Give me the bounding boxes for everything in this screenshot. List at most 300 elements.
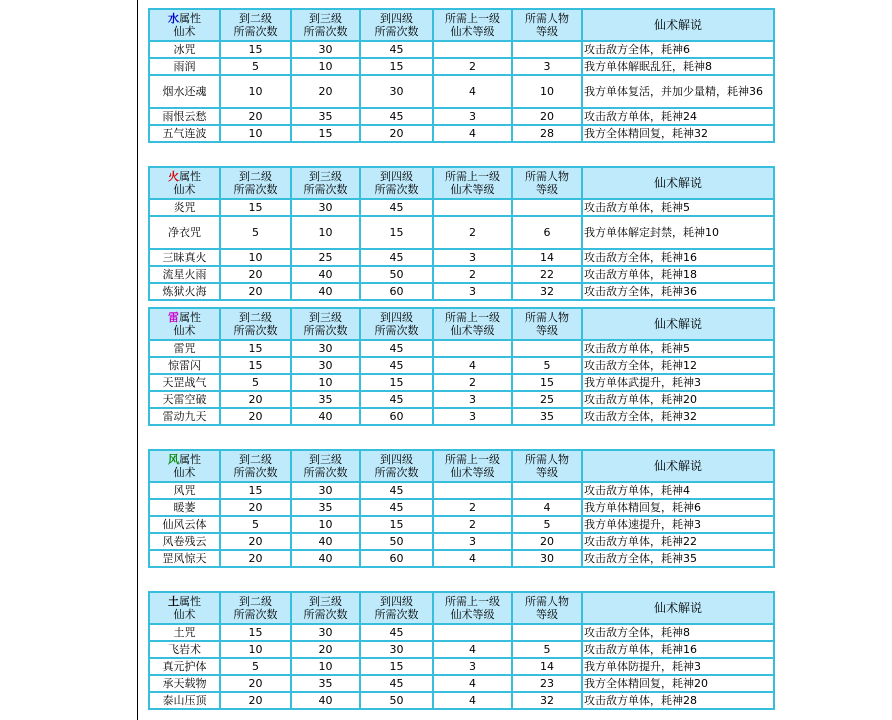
lv3-count: 10 [291,516,360,533]
char-level: 3 [512,58,582,75]
attribute-sub: 仙术 [173,608,196,621]
table-row [149,199,774,216]
table-row [149,391,774,408]
lv4-count: 30 [360,75,433,108]
header-prev-level-line2: 仙术等级 [450,25,495,38]
prev-level: 3 [433,283,512,300]
table-header-row [149,592,774,624]
spell-description: 攻击敌方单体，耗神5 [582,199,774,216]
header-lv4 [360,450,433,482]
lv4-count: 60 [360,283,433,300]
lv4-count: 45 [360,199,433,216]
header-prev-level [433,592,512,624]
char-level [512,199,582,216]
spell-table-thunder [148,307,775,426]
header-lv4-line2: 所需次数 [374,183,419,196]
spell-name: 冰咒 [149,41,220,58]
table-row [149,283,774,300]
header-prev-level [433,9,512,41]
lv3-count: 10 [291,216,360,249]
header-char-level [512,592,582,624]
table-row [149,516,774,533]
header-lv2-line1: 到二级 [239,12,272,25]
header-lv3-line1: 到三级 [309,311,342,324]
prev-level: 3 [433,249,512,266]
lv2-count: 20 [220,108,291,125]
prev-level [433,482,512,499]
char-level: 20 [512,533,582,550]
header-lv3 [291,167,360,199]
header-description: 仙术解说 [582,592,774,624]
lv4-count: 50 [360,266,433,283]
header-lv2-line1: 到二级 [239,170,272,183]
header-prev-level-line2: 仙术等级 [450,183,495,196]
lv2-count: 10 [220,125,291,142]
header-description: 仙术解说 [582,308,774,340]
header-lv4-line2: 所需次数 [374,466,419,479]
header-char-level-line1: 所需人物 [525,595,569,608]
lv2-count: 5 [220,516,291,533]
lv3-count: 30 [291,357,360,374]
char-level: 35 [512,408,582,425]
header-lv3 [291,308,360,340]
lv2-count: 20 [220,675,291,692]
page-left-rule [137,0,138,720]
char-level: 15 [512,374,582,391]
header-prev-level-line2: 仙术等级 [450,324,495,337]
element-label: 水 [168,12,179,25]
lv4-count: 60 [360,550,433,567]
spell-name: 雷动九天 [149,408,220,425]
attribute-suffix: 属性 [179,311,201,324]
header-prev-level-line1: 所需上一级 [445,311,500,324]
header-lv4-line1: 到四级 [380,453,413,466]
spell-description: 我方全体精回复，耗神20 [582,675,774,692]
spell-description: 攻击敌方单体，耗神16 [582,641,774,658]
lv2-count: 5 [220,58,291,75]
prev-level: 2 [433,374,512,391]
spell-description: 我方单体复活，并加少量精，耗神36 [582,75,774,108]
spell-name: 承天载物 [149,675,220,692]
table-header-row [149,9,774,41]
prev-level [433,199,512,216]
header-lv4 [360,592,433,624]
header-prev-level-line1: 所需上一级 [445,453,500,466]
lv2-count: 10 [220,249,291,266]
spell-description: 我方单体速提升，耗神3 [582,516,774,533]
lv2-count: 20 [220,533,291,550]
header-lv2-line1: 到二级 [239,453,272,466]
lv2-count: 5 [220,658,291,675]
lv4-count: 15 [360,516,433,533]
char-level: 14 [512,658,582,675]
attribute-sub: 仙术 [173,466,196,479]
lv4-count: 15 [360,216,433,249]
lv4-count: 45 [360,249,433,266]
header-lv3-line2: 所需次数 [303,324,348,337]
table-row [149,658,774,675]
header-lv2-line2: 所需次数 [233,183,278,196]
char-level: 10 [512,75,582,108]
lv2-count: 20 [220,499,291,516]
header-lv3-line1: 到三级 [309,170,342,183]
header-char-level [512,167,582,199]
char-level: 25 [512,391,582,408]
lv4-count: 45 [360,482,433,499]
lv2-count: 15 [220,357,291,374]
lv2-count: 20 [220,391,291,408]
header-char-level-line2: 等级 [536,466,558,479]
spell-name: 流星火雨 [149,266,220,283]
spell-description: 攻击敌方单体，耗神18 [582,266,774,283]
lv2-count: 5 [220,374,291,391]
lv3-count: 30 [291,340,360,357]
lv3-count: 30 [291,482,360,499]
lv3-count: 35 [291,675,360,692]
header-lv2 [220,450,291,482]
prev-level: 3 [433,658,512,675]
char-level [512,41,582,58]
table-row [149,550,774,567]
prev-level [433,340,512,357]
lv3-count: 35 [291,499,360,516]
header-lv4-line1: 到四级 [380,595,413,608]
table-header-row [149,450,774,482]
header-lv3-line2: 所需次数 [303,25,348,38]
lv3-count: 40 [291,692,360,709]
lv3-count: 30 [291,41,360,58]
header-attribute [149,9,220,41]
prev-level: 2 [433,266,512,283]
table-row [149,374,774,391]
lv3-count: 25 [291,249,360,266]
lv3-count: 15 [291,125,360,142]
char-level: 14 [512,249,582,266]
spell-description: 攻击敌方全体，耗神35 [582,550,774,567]
spell-description: 攻击敌方单体，耗神28 [582,692,774,709]
lv2-count: 15 [220,624,291,641]
attribute-suffix: 属性 [179,595,201,608]
spell-description: 攻击敌方单体，耗神4 [582,482,774,499]
lv3-count: 40 [291,408,360,425]
header-char-level-line1: 所需人物 [525,170,569,183]
header-char-level-line1: 所需人物 [525,311,569,324]
lv2-count: 10 [220,75,291,108]
attribute-suffix: 属性 [179,170,201,183]
lv4-count: 50 [360,692,433,709]
header-char-level-line2: 等级 [536,608,558,621]
header-lv3 [291,592,360,624]
spell-name: 炎咒 [149,199,220,216]
char-level: 30 [512,550,582,567]
attribute-sub: 仙术 [173,324,196,337]
lv4-count: 15 [360,374,433,391]
lv4-count: 45 [360,624,433,641]
header-description: 仙术解说 [582,450,774,482]
prev-level: 2 [433,516,512,533]
spell-description: 攻击敌方全体，耗神12 [582,357,774,374]
spell-name: 烟水还魂 [149,75,220,108]
header-lv4 [360,9,433,41]
spell-description: 攻击敌方全体，耗神16 [582,249,774,266]
lv4-count: 45 [360,340,433,357]
lv3-count: 40 [291,550,360,567]
header-lv2 [220,308,291,340]
table-row [149,41,774,58]
spell-description: 我方单体精回复，耗神6 [582,499,774,516]
char-level: 4 [512,499,582,516]
header-prev-level-line1: 所需上一级 [445,170,500,183]
prev-level: 4 [433,641,512,658]
attribute-suffix: 属性 [179,12,201,25]
header-lv3 [291,9,360,41]
char-level: 6 [512,216,582,249]
table-row [149,408,774,425]
element-label: 风 [168,453,179,466]
lv3-count: 35 [291,391,360,408]
prev-level: 4 [433,75,512,108]
lv3-count: 40 [291,266,360,283]
header-lv2 [220,592,291,624]
table-row [149,499,774,516]
table-row [149,216,774,249]
spell-name: 泰山压顶 [149,692,220,709]
spell-name: 三昧真火 [149,249,220,266]
spell-name: 暖萎 [149,499,220,516]
spell-table-water [148,8,775,143]
lv4-count: 45 [360,108,433,125]
lv2-count: 20 [220,408,291,425]
lv4-count: 60 [360,408,433,425]
lv4-count: 20 [360,125,433,142]
spell-description: 攻击敌方全体，耗神32 [582,408,774,425]
spell-name: 五气连波 [149,125,220,142]
header-char-level-line2: 等级 [536,183,558,196]
spell-description: 攻击敌方单体，耗神24 [582,108,774,125]
lv4-count: 15 [360,58,433,75]
lv3-count: 10 [291,58,360,75]
element-label: 土 [168,595,179,608]
prev-level: 4 [433,675,512,692]
header-lv3-line1: 到三级 [309,595,342,608]
spell-name: 惊雷闪 [149,357,220,374]
prev-level: 3 [433,108,512,125]
lv2-count: 15 [220,482,291,499]
table-row [149,249,774,266]
spell-name: 雷咒 [149,340,220,357]
char-level: 5 [512,516,582,533]
header-lv2-line2: 所需次数 [233,466,278,479]
spell-description: 攻击敌方全体，耗神6 [582,41,774,58]
lv4-count: 45 [360,675,433,692]
spell-name: 净衣咒 [149,216,220,249]
header-lv4-line1: 到四级 [380,170,413,183]
table-row [149,482,774,499]
char-level: 22 [512,266,582,283]
lv3-count: 30 [291,624,360,641]
prev-level: 4 [433,357,512,374]
lv2-count: 10 [220,641,291,658]
attribute-sub: 仙术 [173,25,196,38]
header-prev-level [433,450,512,482]
spell-table-fire [148,166,775,301]
lv2-count: 20 [220,692,291,709]
spell-name: 雨润 [149,58,220,75]
header-char-level [512,450,582,482]
lv3-count: 10 [291,658,360,675]
header-char-level [512,9,582,41]
header-lv4-line2: 所需次数 [374,25,419,38]
header-prev-level-line1: 所需上一级 [445,595,500,608]
char-level [512,624,582,641]
char-level: 28 [512,125,582,142]
spell-table-earth [148,591,775,710]
spell-name: 天罡战气 [149,374,220,391]
prev-level: 2 [433,216,512,249]
spell-description: 攻击敌方单体，耗神5 [582,340,774,357]
header-lv3-line2: 所需次数 [303,608,348,621]
char-level [512,340,582,357]
char-level [512,482,582,499]
table-row [149,266,774,283]
lv4-count: 30 [360,641,433,658]
lv2-count: 15 [220,41,291,58]
element-label: 雷 [168,311,179,324]
table-row [149,641,774,658]
header-lv3-line2: 所需次数 [303,183,348,196]
header-lv4-line2: 所需次数 [374,608,419,621]
lv4-count: 50 [360,533,433,550]
prev-level: 3 [433,408,512,425]
header-char-level-line1: 所需人物 [525,12,569,25]
lv4-count: 15 [360,658,433,675]
prev-level: 4 [433,692,512,709]
lv2-count: 20 [220,550,291,567]
lv4-count: 45 [360,357,433,374]
char-level: 5 [512,357,582,374]
table-row [149,58,774,75]
prev-level: 2 [433,499,512,516]
prev-level: 3 [433,391,512,408]
spell-name: 仙风云体 [149,516,220,533]
header-lv2-line2: 所需次数 [233,25,278,38]
lv4-count: 45 [360,391,433,408]
spell-description: 攻击敌方单体，耗神22 [582,533,774,550]
header-lv4-line1: 到四级 [380,12,413,25]
header-lv3-line2: 所需次数 [303,466,348,479]
table-header-row [149,308,774,340]
table-row [149,125,774,142]
header-prev-level-line2: 仙术等级 [450,466,495,479]
spell-name: 风咒 [149,482,220,499]
header-lv4 [360,167,433,199]
spell-name: 真元护体 [149,658,220,675]
header-prev-level [433,308,512,340]
header-lv2-line1: 到二级 [239,311,272,324]
attribute-sub: 仙术 [173,183,196,196]
spell-description: 我方单体解定封禁，耗神10 [582,216,774,249]
element-label: 火 [168,170,179,183]
header-char-level-line1: 所需人物 [525,453,569,466]
header-lv3 [291,450,360,482]
spell-name: 飞岩术 [149,641,220,658]
spell-description: 我方全体精回复，耗神32 [582,125,774,142]
spell-name: 罡风惊天 [149,550,220,567]
lv2-count: 20 [220,283,291,300]
table-row [149,357,774,374]
spell-name: 雨恨云愁 [149,108,220,125]
table-row [149,108,774,125]
prev-level: 4 [433,550,512,567]
header-attribute [149,167,220,199]
header-attribute [149,450,220,482]
spell-description: 攻击敌方单体，耗神20 [582,391,774,408]
spell-table-wind [148,449,775,568]
lv2-count: 15 [220,340,291,357]
lv3-count: 35 [291,108,360,125]
lv3-count: 40 [291,283,360,300]
prev-level: 3 [433,533,512,550]
char-level: 32 [512,692,582,709]
spell-name: 天雷空破 [149,391,220,408]
lv3-count: 20 [291,641,360,658]
spell-description: 攻击敌方全体，耗神36 [582,283,774,300]
table-row [149,675,774,692]
spell-description: 攻击敌方全体，耗神8 [582,624,774,641]
header-lv2-line1: 到二级 [239,595,272,608]
table-row [149,533,774,550]
char-level: 5 [512,641,582,658]
header-description: 仙术解说 [582,167,774,199]
header-attribute [149,592,220,624]
prev-level: 2 [433,58,512,75]
header-lv3-line1: 到三级 [309,12,342,25]
prev-level: 4 [433,125,512,142]
header-prev-level-line2: 仙术等级 [450,608,495,621]
lv4-count: 45 [360,499,433,516]
header-lv4-line1: 到四级 [380,311,413,324]
spell-name: 炼狱火海 [149,283,220,300]
header-lv2-line2: 所需次数 [233,608,278,621]
lv3-count: 40 [291,533,360,550]
char-level: 23 [512,675,582,692]
attribute-suffix: 属性 [179,453,201,466]
lv2-count: 5 [220,216,291,249]
header-lv2 [220,167,291,199]
header-prev-level-line1: 所需上一级 [445,12,500,25]
lv2-count: 15 [220,199,291,216]
header-lv4-line2: 所需次数 [374,324,419,337]
table-row [149,692,774,709]
prev-level [433,41,512,58]
lv3-count: 20 [291,75,360,108]
table-row [149,624,774,641]
char-level: 20 [512,108,582,125]
lv3-count: 10 [291,374,360,391]
spell-name: 土咒 [149,624,220,641]
spell-description: 我方单体防提升，耗神3 [582,658,774,675]
header-description: 仙术解说 [582,9,774,41]
table-row [149,340,774,357]
header-lv4 [360,308,433,340]
spell-description: 我方单体武提升，耗神3 [582,374,774,391]
spell-name: 风卷残云 [149,533,220,550]
char-level: 32 [512,283,582,300]
header-prev-level [433,167,512,199]
header-lv2 [220,9,291,41]
prev-level [433,624,512,641]
table-header-row [149,167,774,199]
